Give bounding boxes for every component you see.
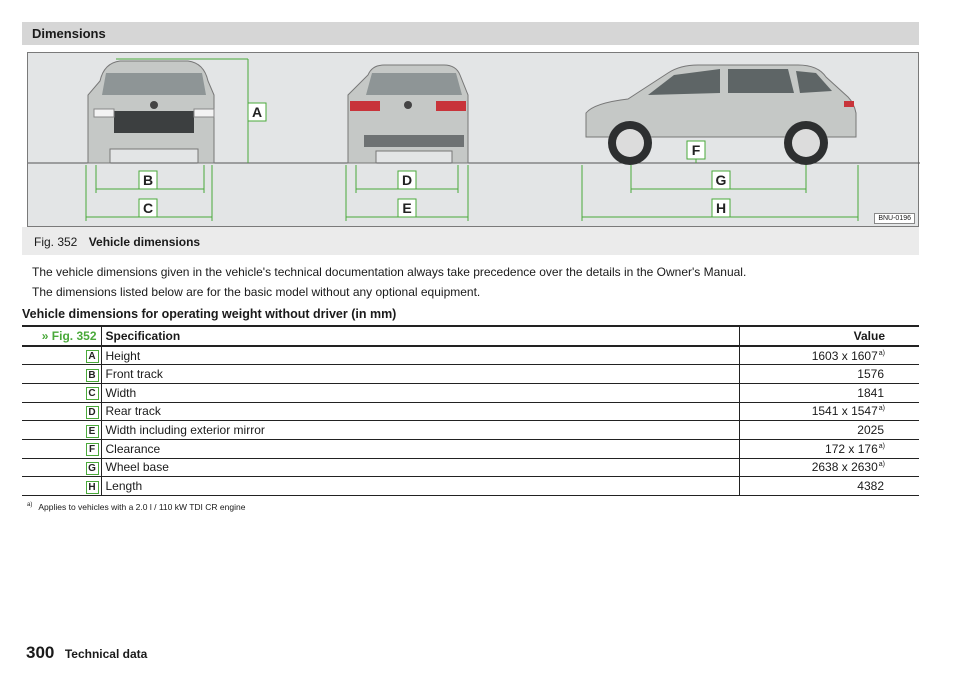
value-note: a) [878, 442, 885, 450]
row-value [739, 365, 919, 384]
value-text: 1603 x 1607 [811, 348, 878, 363]
row-specification: Rear track [101, 402, 739, 421]
row-specification: Width [101, 383, 739, 402]
reference-badge: F [86, 443, 99, 456]
value-text: 4382 [857, 479, 884, 494]
value-note: a) [878, 349, 885, 357]
vehicle-dimensions-figure [27, 52, 919, 227]
row-reference [22, 439, 101, 458]
row-value [739, 421, 919, 440]
figure-label-f: F [691, 142, 701, 158]
value-note: a) [878, 461, 885, 469]
vehicle-dimensions-drawing [28, 53, 920, 228]
table-header-row [22, 326, 919, 346]
footnote-mark: a) [27, 502, 33, 509]
row-value [739, 402, 919, 421]
figure-label-d: D [401, 172, 413, 188]
table-body [22, 346, 919, 496]
figure-label-c: C [142, 200, 154, 216]
row-value [739, 346, 919, 365]
row-value [739, 477, 919, 496]
page-footer [26, 643, 147, 663]
reference-badge: G [86, 462, 99, 475]
value-text: 2025 [857, 423, 884, 438]
value-text: 172 x 176 [825, 441, 878, 456]
dimensions-table [22, 325, 919, 496]
value-text: 1541 x 1547 [811, 404, 878, 419]
row-reference [22, 421, 101, 440]
value-note: a) [878, 405, 885, 413]
reference-badge: C [86, 387, 99, 400]
row-reference [22, 346, 101, 365]
figure-label-h: H [715, 200, 727, 216]
car-front-view-icon [88, 61, 214, 163]
table-row [22, 383, 919, 402]
row-specification: Wheel base [101, 458, 739, 477]
intro-paragraph-2: The dimensions listed below are for the basic model without any optional equipment. [32, 285, 481, 299]
figure-caption [22, 227, 919, 255]
row-reference [22, 365, 101, 384]
row-reference [22, 383, 101, 402]
row-specification: Front track [101, 365, 739, 384]
figure-code: BNU-0196 [874, 213, 915, 224]
row-value [739, 458, 919, 477]
footer-section-name: Technical data [64, 647, 148, 661]
reference-badge: E [86, 425, 99, 438]
row-value [739, 439, 919, 458]
caption-title: Vehicle dimensions [88, 235, 201, 249]
table-row [22, 458, 919, 477]
table-row [22, 421, 919, 440]
value-text: 1576 [857, 367, 884, 382]
intro-paragraph-1: The vehicle dimensions given in the vehicle's technical documentation always take precedence over the details in the Owner's Manual. [32, 265, 747, 279]
row-specification: Width including exterior mirror [101, 421, 739, 440]
reference-badge: D [86, 406, 99, 419]
table-row [22, 346, 919, 365]
column-header-specification: Specification [101, 326, 739, 346]
footnote-text: Applies to vehicles with a 2.0 l / 110 kW TDI CR engine [38, 502, 246, 512]
car-side-view-icon [586, 65, 856, 165]
figure-label-a: A [251, 104, 263, 120]
row-reference [22, 477, 101, 496]
figure-label-b: B [142, 172, 154, 188]
caption-number: Fig. 352 [34, 235, 78, 249]
table-heading: Vehicle dimensions for operating weight without driver (in mm) [22, 307, 397, 321]
row-value [739, 383, 919, 402]
table-row [22, 439, 919, 458]
figure-reference-link[interactable]: » Fig. 352 [22, 326, 101, 346]
table-row [22, 402, 919, 421]
table-row [22, 365, 919, 384]
car-rear-view-icon [348, 65, 468, 163]
row-reference [22, 458, 101, 477]
footnote [26, 502, 245, 512]
reference-badge: B [86, 369, 99, 382]
row-specification: Length [101, 477, 739, 496]
page-number: 300 [26, 643, 55, 662]
value-text: 2638 x 2630 [811, 460, 878, 475]
section-title: Dimensions [22, 22, 919, 45]
figure-label-g: G [715, 172, 727, 188]
reference-badge: H [86, 481, 99, 494]
row-specification: Clearance [101, 439, 739, 458]
row-specification: Height [101, 346, 739, 365]
figure-label-e: E [402, 200, 412, 216]
reference-badge: A [86, 350, 99, 363]
row-reference [22, 402, 101, 421]
column-header-value: Value [739, 326, 919, 346]
table-row [22, 477, 919, 496]
value-text: 1841 [857, 385, 884, 400]
